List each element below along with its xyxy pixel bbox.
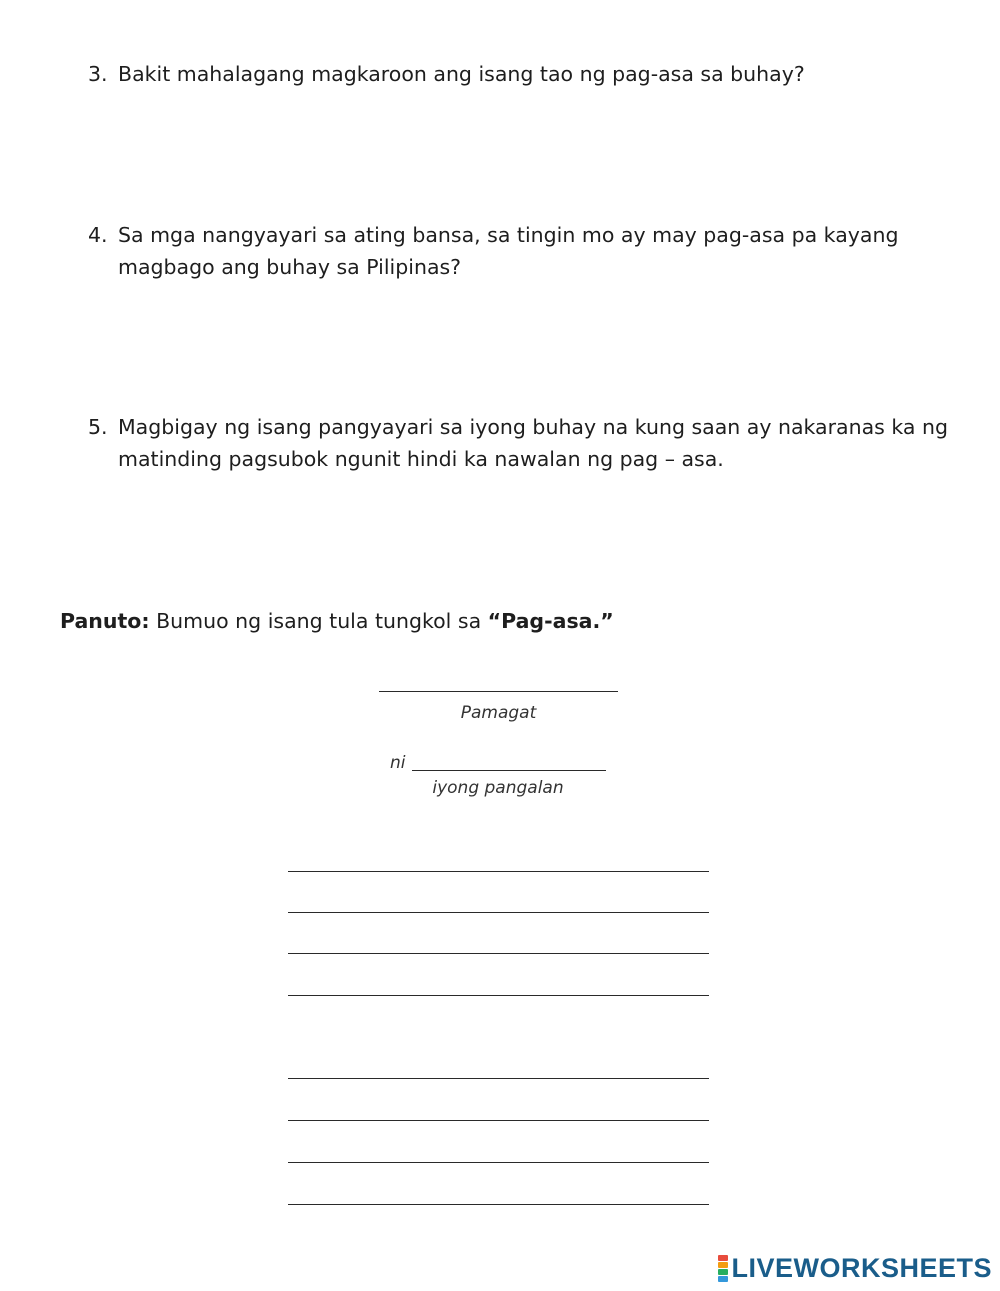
instruction-topic: “Pag-asa.” xyxy=(487,609,614,633)
poem-line-blank[interactable] xyxy=(288,995,709,996)
question-4 xyxy=(88,219,948,283)
liveworksheets-logo xyxy=(718,1253,992,1284)
instruction-text: Bumuo ng isang tula tungkol sa xyxy=(149,609,488,633)
instruction xyxy=(60,605,614,637)
brand-name: LIVEWORKSHEETS xyxy=(731,1253,992,1283)
question-number: 5. xyxy=(88,415,108,439)
author-prefix: ni xyxy=(390,753,406,773)
author-name-blank[interactable] xyxy=(412,770,606,771)
question-text: Magbigay ng isang pangyayari sa iyong buhay na kung saan ay nakaranas ka ng matinding pagsubok ngunit hindi ka nawalan ng pag – asa. xyxy=(118,415,948,471)
poem-line-blank[interactable] xyxy=(288,1120,709,1121)
poem-line-blank[interactable] xyxy=(288,1162,709,1163)
question-text: Bakit mahalagang magkaroon ang isang tao ng pag-asa sa buhay? xyxy=(118,62,805,86)
question-number: 4. xyxy=(88,223,108,247)
poem-line-blank[interactable] xyxy=(288,953,709,954)
instruction-label: Panuto: xyxy=(60,609,150,633)
poem-title-caption: Pamagat xyxy=(460,703,537,723)
question-number: 3. xyxy=(88,62,108,86)
poem-title-blank[interactable] xyxy=(379,691,618,692)
poem-line-blank[interactable] xyxy=(288,1078,709,1079)
question-text: Sa mga nangyayari sa ating bansa, sa tingin mo ay may pag-asa pa kayang magbago ang buhay sa Pilipinas? xyxy=(118,223,899,279)
question-3 xyxy=(88,58,948,90)
poem-line-blank[interactable] xyxy=(288,871,709,872)
author-name-caption: iyong pangalan xyxy=(432,778,564,798)
poem-line-blank[interactable] xyxy=(288,912,709,913)
liveworksheets-logo-icon xyxy=(718,1255,728,1282)
question-5 xyxy=(88,411,948,475)
poem-line-blank[interactable] xyxy=(288,1204,709,1205)
